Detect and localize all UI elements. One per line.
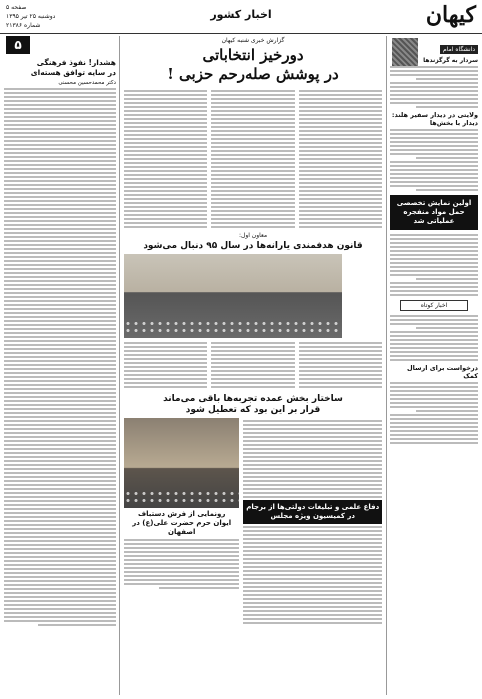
mid-headline-2: قرار بر این بود که تعطیل شود xyxy=(185,405,321,415)
carpet-photo xyxy=(124,418,239,508)
left-byline: دکتر محمدحسین محسنی xyxy=(58,80,116,86)
left-headline-1: هشدار! نفوذ فرهنگی xyxy=(36,58,116,67)
center-area xyxy=(124,36,382,695)
left-column xyxy=(4,36,120,695)
sidebar-label: دانشگاه امام xyxy=(440,45,478,54)
date-line-3: شماره ۲۱۳۸۶ xyxy=(6,22,41,29)
page-number-badge: ۵ xyxy=(6,36,30,54)
masthead xyxy=(0,0,482,34)
mid-headline-1: ساختار بخش عمده تجربه‌ها باقی می‌ماند xyxy=(163,394,343,404)
meeting-photo xyxy=(124,254,342,338)
photo-caption: معاون اول: xyxy=(238,232,268,239)
carpet-headline xyxy=(124,510,239,537)
sidebar-subhead-1: ولایتی در دیدار سفیر هلند: دیدار با بخش‌ها xyxy=(391,111,478,127)
date-line xyxy=(6,3,55,30)
right-column xyxy=(386,36,478,695)
photo-article-body xyxy=(124,340,382,390)
left-body-text xyxy=(4,88,116,626)
main-article-body xyxy=(124,88,382,230)
carpet-headline-1: رونمایی از فرش دستباف xyxy=(138,510,226,518)
portrait-image xyxy=(392,38,418,66)
lower-left xyxy=(124,418,239,626)
main-headline-line-1: دورخیز انتخاباتی xyxy=(202,46,304,64)
news-tag: اخبار کوتاه xyxy=(400,300,468,311)
main-headline-line-2: در پوشش صله‌رحم حزبی ! xyxy=(167,65,339,83)
left-headline-2: در سایه توافق هسته‌ای xyxy=(30,68,116,77)
newspaper-logo: کیهان xyxy=(425,2,476,28)
section-title: اخبار کشور xyxy=(210,8,272,21)
lower-right xyxy=(243,418,382,626)
left-headline xyxy=(4,58,116,78)
photo-headline: قانون هدفمندی یارانه‌ها در سال ۹۵ دنبال می‌شود xyxy=(143,241,363,251)
sidebar-quote-head: سردار به گرگزندها xyxy=(423,57,478,64)
sidebar-black-box: اولین نمایش تخصصی حمل مواد منفجره عملیاتی شد xyxy=(390,195,478,230)
carpet-headline-2: ایوان حرم حضرت علی(ع) در اصفهان xyxy=(132,519,232,536)
lower-section xyxy=(124,418,382,626)
date-line-1: صفحه ۵ xyxy=(6,4,27,11)
mid-headline xyxy=(124,394,382,416)
kicker: گزارش خبری شنبه کیهان xyxy=(221,37,285,44)
date-line-2: دوشنبه ۲۵ تیر ۱۳۹۵ xyxy=(6,13,56,20)
main-headline xyxy=(124,46,382,84)
brjam-headline-bar: دفاع علمی و تبلیغات دولتی‌ها از برجام در کمیسیون ویژه مجلس xyxy=(243,500,382,524)
sidebar-text xyxy=(390,66,478,108)
sidebar-subhead-3: درخواست برای ارسال کمک xyxy=(407,364,478,380)
